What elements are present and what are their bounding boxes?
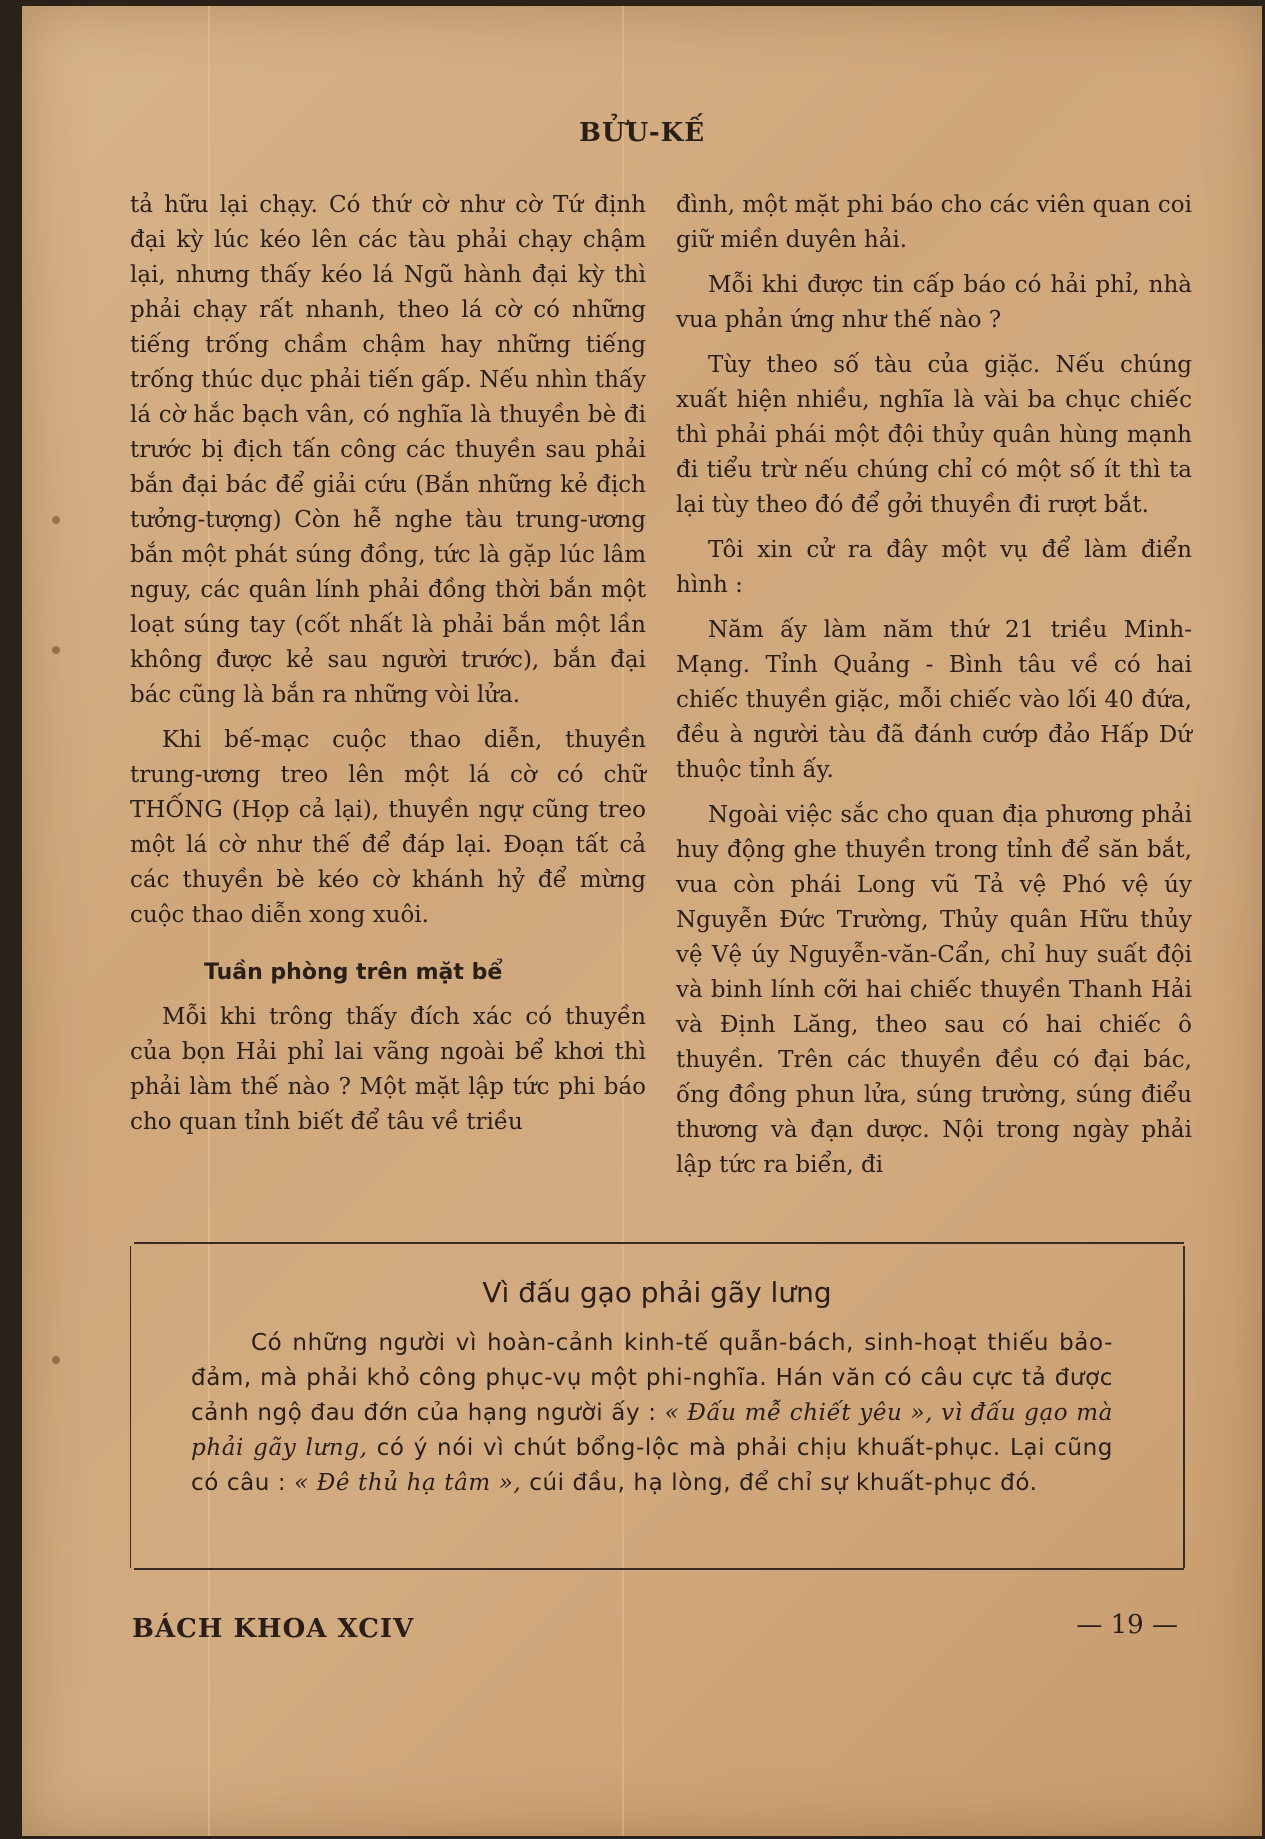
- box-text-part: cúi đầu, hạ lòng, để chỉ sự khuất-phục đó.: [521, 1470, 1038, 1496]
- running-head: BỬU-KẾ: [578, 118, 706, 148]
- left-column: [130, 188, 646, 1150]
- box-quote: « Đấu mễ chiết yêu », vì đấu gạo mà phải gãy lưng,: [191, 1400, 1113, 1461]
- paragraph: đình, một mặt phi báo cho các viên quan coi giữ miền duyên hải.: [676, 192, 1192, 253]
- punch-hole: [52, 516, 60, 524]
- punch-hole: [52, 1356, 60, 1364]
- box-title: Vì đấu gạo phải gãy lưng: [482, 1276, 832, 1309]
- punch-hole: [52, 646, 60, 654]
- sidebar-box: [130, 1246, 1185, 1568]
- box-bottom-rule: [134, 1568, 1184, 1570]
- box-top-rule: [134, 1242, 1184, 1244]
- paragraph: Mỗi khi được tin cấp báo có hải phỉ, nhà vua phản ứng như thế nào ?: [676, 272, 1192, 333]
- section-subheading: Tuần phòng trên mặt bể: [204, 960, 503, 985]
- box-text-part: có ý nói vì chút bổng-lộc mà phải chịu khuất-phục. Lại cũng có câu :: [191, 1435, 1113, 1496]
- document-page: [22, 6, 1262, 1836]
- box-quote: « Đê thủ hạ tâm »,: [294, 1470, 522, 1496]
- box-text-part: Có những người vì hoàn-cảnh kinh-tế quẫn-bách, sinh-hoạt thiếu bảo-đảm, mà phải khỏ công phục-vụ một phi-nghĩa. Hán văn có câu cực tả được cảnh ngộ đau đớn của hạng người ấy :: [191, 1330, 1113, 1426]
- paragraph: Ngoài việc sắc cho quan địa phương phải huy động ghe thuyền trong tỉnh để săn bắt, vua còn phái Long vũ Tả vệ Phó vệ úy Nguyễn Đức Trường, Thủy quân Hữu thủy vệ Vệ úy Nguyễn-văn-Cẩn, chỉ huy suất đội và binh lính cỡi hai chiếc thuyền Thanh Hải và Định Lăng, theo sau có hai chiếc ô thuyền. Trên các thuyền đều có đại bác, ống đồng phun lửa, súng trường, súng điểu thương và đạn dược. Nội trong ngày phải lập tức ra biển, đi: [676, 802, 1192, 1178]
- paragraph: tả hữu lại chạy. Có thứ cờ như cờ Tứ định đại kỳ lúc kéo lên các tàu phải chạy chậm lại, nhưng thấy kéo lá Ngũ hành đại kỳ thì phải chạy rất nhanh, theo lá cờ có những tiếng trống chầm chậm hay những tiếng trống thúc dục phải tiến gấp. Nếu nhìn thấy lá cờ hắc bạch vân, có nghĩa là thuyền bè đi trước bị địch tấn công các thuyền sau phải bắn đại bác để giải cứu (Bắn những kẻ địch tưởng-tượng) Còn hễ nghe tàu trung-ương bắn một phát súng đồng, tức là gặp lúc lâm nguy, các quân lính phải đồng thời bắn một loạt súng tay (cốt nhất là phải bắn một lần không được kẻ sau người trước), bắn đại bác cũng là bắn ra những vòi lửa.: [130, 192, 646, 708]
- paragraph: Mỗi khi trông thấy đích xác có thuyền của bọn Hải phỉ lai vãng ngoài bể khơi thì phải làm thế nào ? Một mặt lập tức phi báo cho quan tỉnh biết để tâu về triều: [130, 1004, 646, 1135]
- paragraph: Tôi xin cử ra đây một vụ để làm điển hình :: [676, 537, 1192, 598]
- publication-footer: BÁCH KHOA XCIV: [132, 1614, 415, 1644]
- right-column: [676, 188, 1192, 1193]
- paragraph: Tùy theo số tàu của giặc. Nếu chúng xuất hiện nhiều, nghĩa là vài ba chục chiếc thì phải phái một đội thủy quân hùng mạnh đi tiểu trừ nếu chúng chỉ có một số ít thì ta lại tùy theo đó để gởi thuyền đi rượt bắt.: [676, 352, 1192, 518]
- paragraph: Năm ấy làm năm thứ 21 triều Minh-Mạng. Tỉnh Quảng - Bình tâu về có hai chiếc thuyền giặc, mỗi chiếc vào lối 40 đứa, đều à người tàu đã đánh cướp đảo Hấp Dứ thuộc tỉnh ấy.: [676, 617, 1192, 783]
- paragraph: Khi bế-mạc cuộc thao diễn, thuyền trung-ương treo lên một lá cờ có chữ THỐNG (Họp cả lại), thuyền ngự cũng treo một lá cờ như thế để đáp lại. Đoạn tất cả các thuyền bè kéo cờ khánh hỷ để mừng cuộc thao diễn xong xuôi.: [130, 727, 646, 928]
- box-text: [191, 1326, 1113, 1501]
- page-number: — 19 —: [1076, 1610, 1178, 1640]
